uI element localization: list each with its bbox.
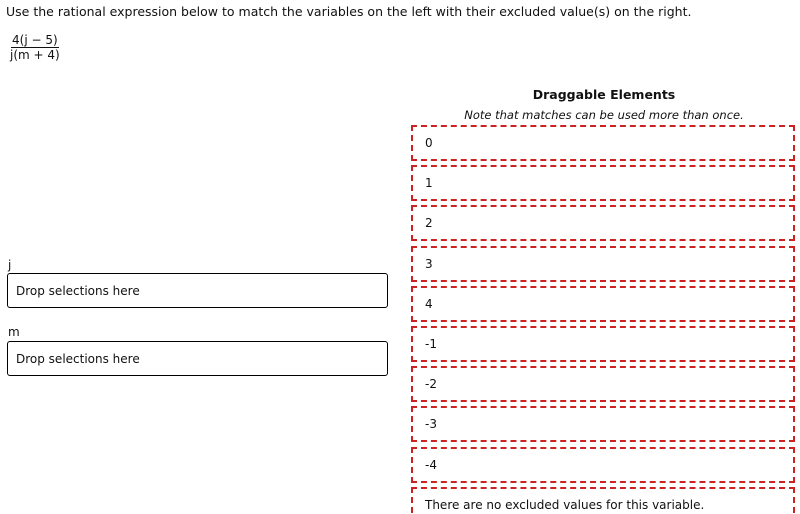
draggable-option-neg-1[interactable] xyxy=(411,326,795,362)
rational-expression xyxy=(10,34,60,61)
drop-zone-placeholder: Drop selections here xyxy=(16,283,140,298)
draggable-option-2[interactable] xyxy=(411,205,795,241)
draggable-option-neg-4[interactable] xyxy=(411,447,795,483)
expression-denominator: j(m + 4) xyxy=(10,48,60,62)
option-label: 4 xyxy=(425,296,433,311)
draggable-panel-title: Draggable Elements xyxy=(532,87,676,102)
draggable-option-neg-2[interactable] xyxy=(411,366,795,402)
draggable-option-1[interactable] xyxy=(411,165,795,201)
drop-zone-j[interactable] xyxy=(7,273,388,308)
instructions-text: Use the rational expression below to match the variables on the left with their excluded value(s) on the right. xyxy=(6,4,692,19)
draggable-list xyxy=(411,125,795,514)
draggable-option-neg-3[interactable] xyxy=(411,406,795,442)
option-label: 2 xyxy=(425,216,433,231)
variable-label-m: m xyxy=(8,325,20,339)
option-label: There are no excluded values for this variable. xyxy=(425,497,705,512)
option-label: 3 xyxy=(425,256,433,271)
option-label: -2 xyxy=(425,377,437,392)
expression-numerator: 4(j − 5) xyxy=(12,33,58,47)
drop-zone-placeholder: Drop selections here xyxy=(16,351,140,366)
variable-label-j: j xyxy=(8,258,12,272)
draggable-panel-note: Note that matches can be used more than once. xyxy=(464,108,744,122)
option-label: -4 xyxy=(425,457,437,472)
option-label: -1 xyxy=(425,336,437,351)
draggable-option-0[interactable] xyxy=(411,125,795,161)
option-label: 0 xyxy=(425,136,433,150)
option-label: 1 xyxy=(425,176,433,191)
drop-zone-m[interactable] xyxy=(7,341,388,376)
draggable-option-3[interactable] xyxy=(411,246,795,282)
draggable-option-4[interactable] xyxy=(411,286,795,322)
draggable-option-no-excluded[interactable] xyxy=(411,487,795,514)
option-label: -3 xyxy=(425,417,437,432)
